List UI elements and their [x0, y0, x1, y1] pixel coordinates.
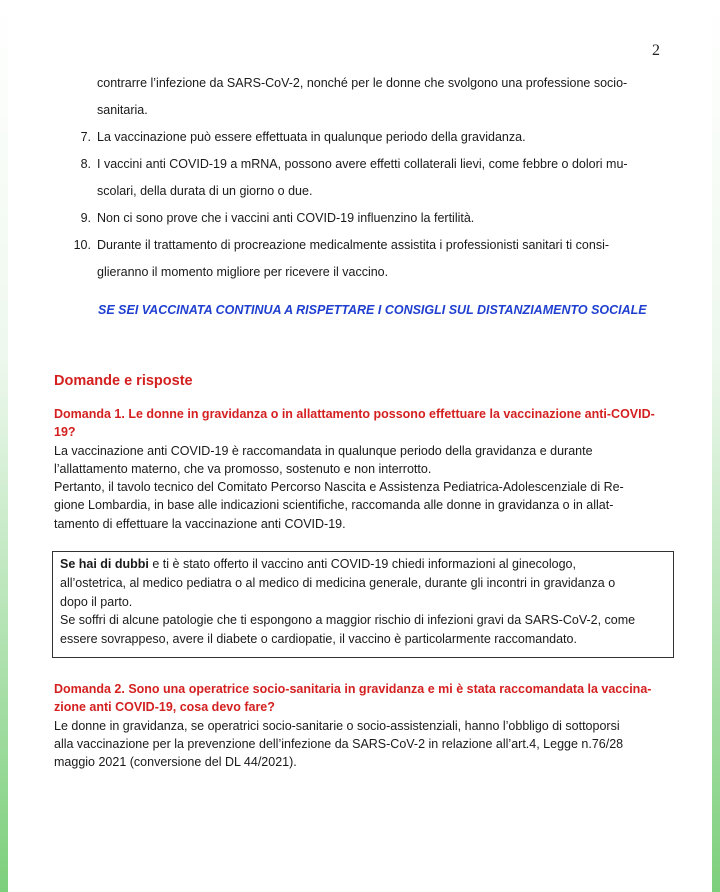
list-item-text: Durante il trattamento di procreazione medicalmente assistita i professionisti sanitari ti consi-: [97, 238, 610, 252]
question-2-block: [54, 680, 670, 771]
list-number: 10.: [73, 238, 91, 252]
list-item-text: I vaccini anti COVID-19 a mRNA, possono avere effetti collaterali lievi, come febbre o dolori mu-: [97, 157, 628, 171]
answer-1-line: gione Lombardia, in base alle indicazioni scientifiche, raccomanda alle donne in gravidanza o in allat-: [54, 498, 614, 513]
list-number: 7.: [80, 130, 91, 144]
question-2-line: zione anti COVID-19, cosa devo fare?: [54, 700, 275, 715]
list-item-8-cont: [68, 178, 666, 205]
list-item: [68, 97, 666, 124]
list-item: [68, 70, 666, 97]
list-number: 9.: [80, 211, 91, 225]
answer-1-line: Pertanto, il tavolo tecnico del Comitato Percorso Nascita e Assistenza Pediatrica-Adolescenziale di Re-: [54, 480, 624, 495]
question-1-line: 19?: [54, 425, 76, 440]
answer-2-line: alla vaccinazione per la prevenzione dell’infezione da SARS-CoV-2 in relazione all’art.4, Legge n.76/28: [54, 736, 624, 751]
right-page-edge: [712, 0, 720, 892]
numbered-list: [68, 70, 666, 286]
list-item-9: [68, 205, 666, 232]
list-item-text: contrarre l’infezione da SARS-CoV-2, nonché per le donne che svolgono una professione socio-: [97, 76, 628, 90]
list-item-text: glieranno il momento migliore per ricevere il vaccino.: [97, 265, 389, 279]
list-item-7: [68, 124, 666, 151]
page-number: 2: [652, 42, 660, 59]
list-number: 8.: [80, 157, 91, 171]
advice-line: Se soffri di alcune patologie che ti espongono a maggior rischio di infezioni gravi da SARS-CoV-2, come: [60, 613, 636, 628]
list-item-text: sanitaria.: [97, 103, 148, 117]
answer-1-line: l’allattamento materno, che va promosso, sostenuto e non interrotto.: [54, 461, 432, 476]
question-2-line: Domanda 2. Sono una operatrice socio-sanitaria in gravidanza e mi è stata raccomandata la vaccina-: [54, 682, 652, 696]
answer-2-line: maggio 2021 (conversione del DL 44/2021).: [54, 755, 297, 770]
advice-bold-lead: Se hai di dubbi: [60, 557, 149, 571]
list-item-10: [68, 232, 666, 259]
advice-text: e ti è stato offerto il vaccino anti COVID-19 chiedi informazioni al ginecologo,: [148, 557, 576, 571]
answer-1-line: tamento di effettuare la vaccinazione anti COVID-19.: [54, 516, 346, 531]
list-item-text: Non ci sono prove che i vaccini anti COVID-19 influenzino la fertilità.: [97, 211, 475, 225]
advice-line: dopo il parto.: [60, 594, 133, 609]
answer-1-line: La vaccinazione anti COVID-19 è raccomandata in qualunque periodo della gravidanza e durante: [54, 443, 593, 458]
left-page-edge: [0, 0, 8, 892]
document-page: [8, 0, 712, 892]
advice-line: all’ostetrica, al medico pediatra o al medico di medicina generale, durante gli incontri in gravidanza o: [60, 575, 616, 590]
list-item-text: scolari, della durata di un giorno o due.: [97, 184, 313, 198]
section-title: Domande e risposte: [54, 373, 193, 389]
advice-box: [52, 551, 674, 658]
advice-line: essere sovrappeso, avere il diabete o cardiopatie, il vaccino è particolarmente raccomandato.: [60, 632, 577, 647]
answer-2-line: Le donne in gravidanza, se operatrici socio-sanitarie o socio-assistenziali, hanno l’obbligo di sottoporsi: [54, 718, 620, 733]
question-1-line: Domanda 1. Le donne in gravidanza o in allattamento possono effettuare la vaccinazione anti-COVID-: [54, 407, 655, 421]
list-item-text: La vaccinazione può essere effettuata in qualunque periodo della gravidanza.: [97, 130, 526, 144]
question-1-block: [54, 405, 670, 533]
advice-line: [60, 555, 666, 574]
list-item-10-cont: [68, 259, 666, 286]
social-distancing-notice: SE SEI VACCINATA CONTINUA A RISPETTARE I CONSIGLI SUL DISTANZIAMENTO SOCIALE: [98, 303, 647, 317]
list-item-8: [68, 151, 666, 178]
